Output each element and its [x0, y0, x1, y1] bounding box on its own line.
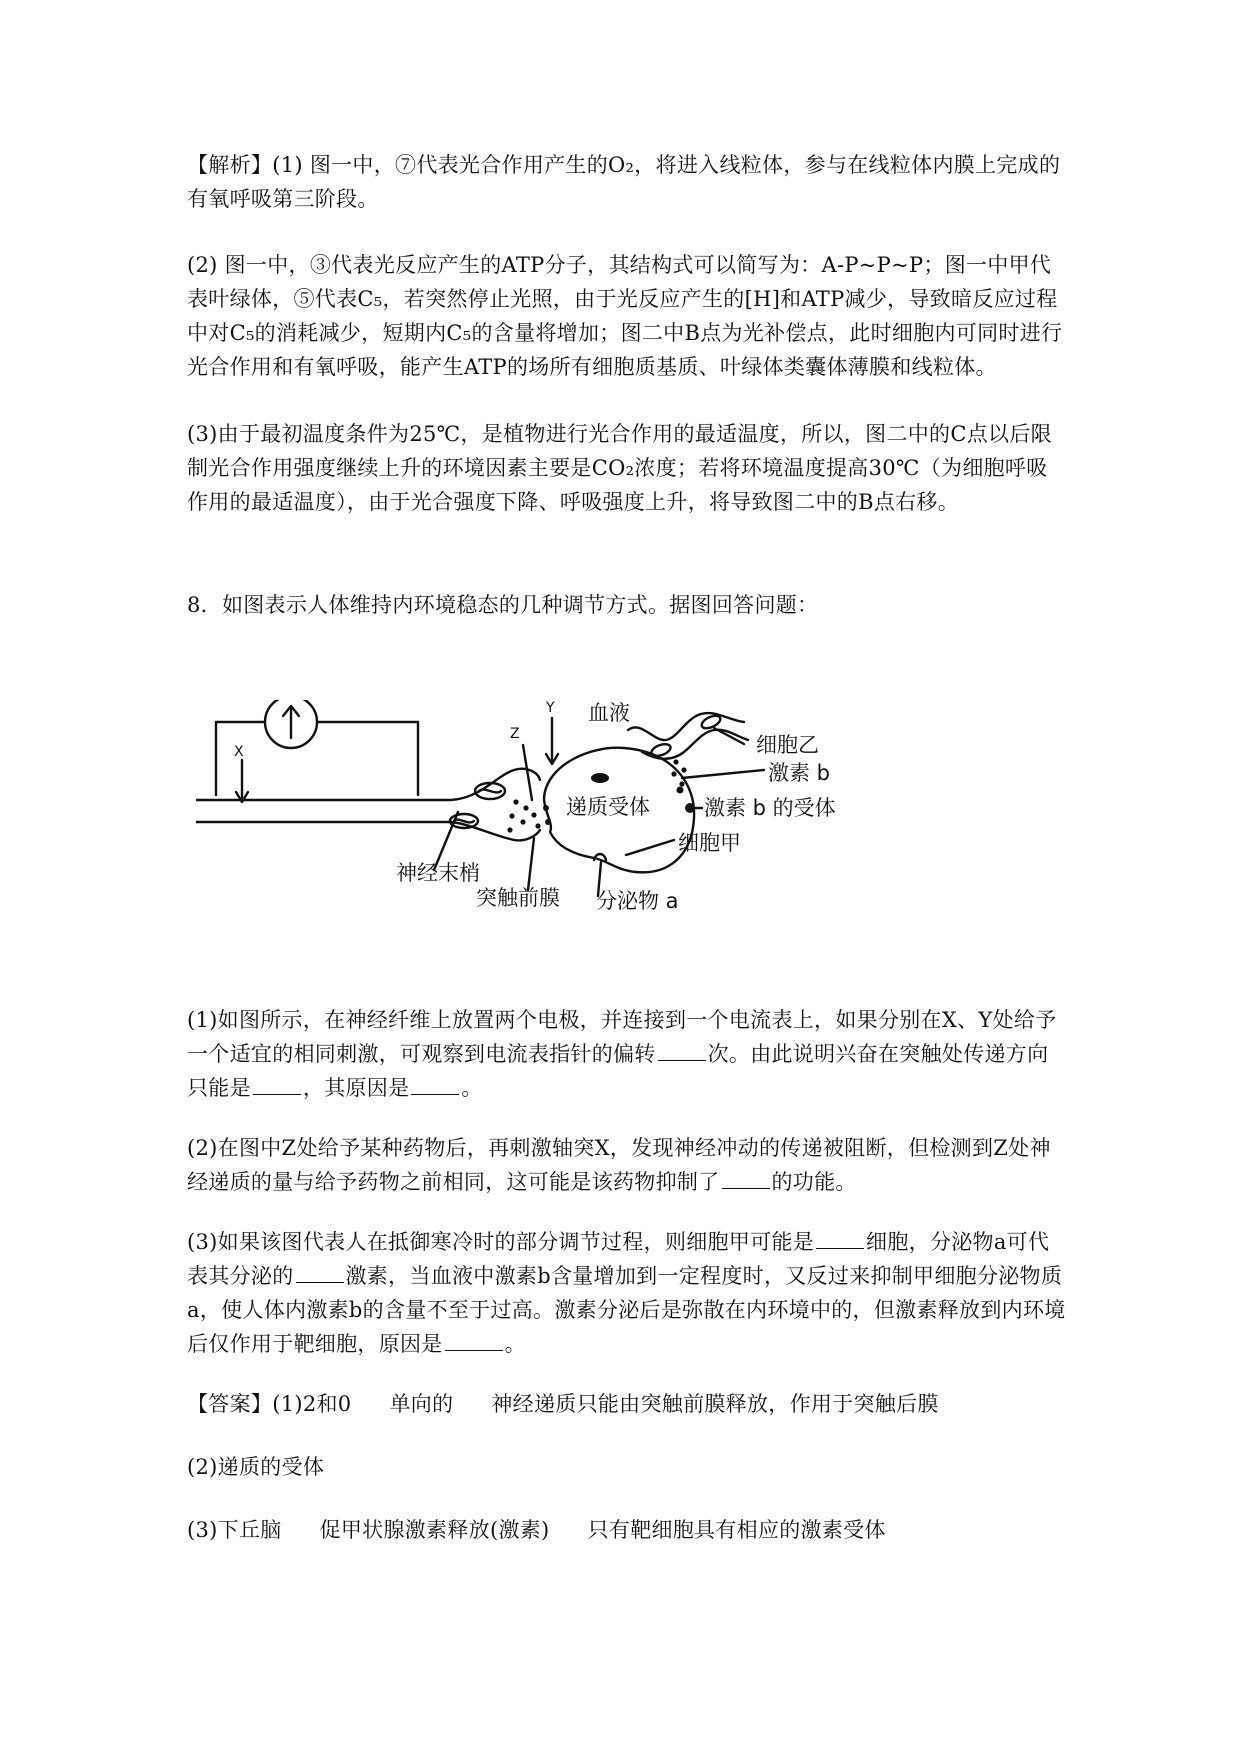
- label-x: X: [234, 744, 244, 760]
- label-hormone-b-receptor: 激素 b 的受体: [704, 796, 836, 820]
- answer-blank[interactable]: [722, 1172, 770, 1189]
- hormone-dot: [681, 767, 686, 772]
- label-z: Z: [510, 726, 520, 742]
- answer-line-2: (2)递质的受体: [187, 1455, 325, 1479]
- transmitter-dot: [509, 813, 514, 818]
- answer-line-1: 【答案】(1)2和0 单向的 神经递质只能由突触前膜释放，作用于突触后膜: [187, 1392, 939, 1416]
- transmitter-dot: [507, 827, 512, 832]
- diagram-svg: [196, 700, 976, 970]
- label-y: Y: [546, 700, 555, 716]
- right-wire: [317, 722, 418, 795]
- mitochondrion-1-crista: [479, 790, 501, 793]
- analysis-paragraph-1: 【解析】(1) 图一中，⑦代表光合作用产生的O₂，将进入线粒体，参与在线粒体内膜上完成的有氧呼吸第三阶段。: [187, 153, 1061, 211]
- transmitter-dot: [531, 812, 536, 817]
- question-2: (2)在图中Z处给予某种药物后，再刺激轴突X，发现神经冲动的传递被阻断，但检测到Z处神经递质的量与给予药物之前相同，这可能是该药物抑制了 的功能。: [187, 1136, 1051, 1194]
- label-secretion-a: 分泌物 a: [596, 889, 679, 913]
- label-transmitter-receptor: 递质受体: [566, 795, 650, 819]
- red-cell-2: [700, 713, 722, 731]
- transmitter-dot: [520, 819, 525, 824]
- transmitter-dot: [513, 799, 518, 804]
- hormone-dot: [671, 771, 676, 776]
- label-nerve-ending: 神经末梢: [396, 861, 480, 885]
- transmitter-dot: [523, 805, 528, 810]
- question-1: (1)如图所示，在神经纤维上放置两个电极，并连接到一个电流表上，如果分别在X、Y处给予一个适宜的相同刺激，可观察到电流表指针的偏转 次。由此说明兴奋在突触处传递方向只能是 ，其原因是 。: [187, 1008, 1057, 1100]
- analysis-paragraph-3: (3)由于最初温度条件为25℃，是植物进行光合作用的最适温度，所以，图二中的C点以后限制光合作用强度继续上升的环境因素主要是CO₂浓度；若将环境温度提高30℃（为细胞呼吸作用的最适温度），由于光合强度下降、呼吸强度上升，将导致图二中的B点右移。: [187, 422, 1052, 514]
- question-stem: 8．如图表示人体维持内环境稳态的几种调节方式。据图回答问题：: [187, 593, 819, 617]
- analysis-paragraph-2: (2) 图一中，③代表光反应产生的ATP分子，其结构式可以简写为：A-P~P~P；图一中甲代表叶绿体，⑤代表C₅，若突然停止光照，由于光反应产生的[H]和ATP减少，导致暗反应过程中对C₅的消耗减少，短期内C₅的含量将增加；图二中B点为光补偿点，此时细胞内可同时进行光合作用和有氧呼吸，能产生ATP的场所有细胞质基质、叶绿体类囊体薄膜和线粒体。: [187, 253, 1063, 379]
- label-presynaptic-membrane: 突触前膜: [476, 886, 560, 910]
- red-cell-1: [650, 742, 672, 758]
- label-hormone-b: 激素 b: [768, 761, 831, 785]
- cell-a-nucleus: [591, 773, 609, 783]
- label-cell-b: 细胞乙: [756, 733, 819, 757]
- axon-upper: [196, 769, 540, 800]
- stimulus-z-line: [523, 745, 532, 800]
- hormone-dot: [679, 781, 684, 786]
- question-3: (3)如果该图代表人在抵御寒冷时的部分调节过程，则细胞甲可能是 细胞，分泌物a可代表其分泌的 激素，当血液中激素b含量增加到一定程度时，又反过来抑制甲细胞分泌物质a，使人体内激素b的含量不至于过高。激素分泌后是弥散在内环境中的，但激素释放到内环境后仅作用于靶细胞，原因是 。: [187, 1230, 1066, 1356]
- label-blood: 血液: [588, 701, 630, 725]
- axon-lower: [196, 822, 540, 840]
- hormone-b-receptor: [685, 803, 695, 813]
- transmitter-receptor: [543, 805, 549, 811]
- leader-hormone-b: [682, 770, 764, 778]
- leader-presynaptic: [528, 838, 534, 890]
- hormone-dot: [673, 759, 678, 764]
- regulation-diagram: [196, 700, 976, 970]
- blood-vessel-lower: [642, 730, 748, 759]
- answer-line-3: (3)下丘脑 促甲状腺激素释放(激素) 只有靶细胞具有相应的激素受体: [187, 1518, 886, 1542]
- label-cell-a: 细胞甲: [678, 831, 741, 855]
- hormone-b-receptor: [677, 787, 684, 794]
- answer-blank[interactable]: [296, 1266, 344, 1283]
- transmitter-dot: [535, 823, 540, 828]
- answer-blank[interactable]: [816, 1232, 864, 1249]
- answer-blank[interactable]: [445, 1334, 503, 1351]
- answer-blank[interactable]: [253, 1078, 301, 1095]
- answer-blank[interactable]: [411, 1078, 459, 1095]
- transmitter-receptor: [545, 819, 551, 825]
- answer-blank[interactable]: [658, 1044, 706, 1061]
- leader-cell-a: [626, 840, 674, 855]
